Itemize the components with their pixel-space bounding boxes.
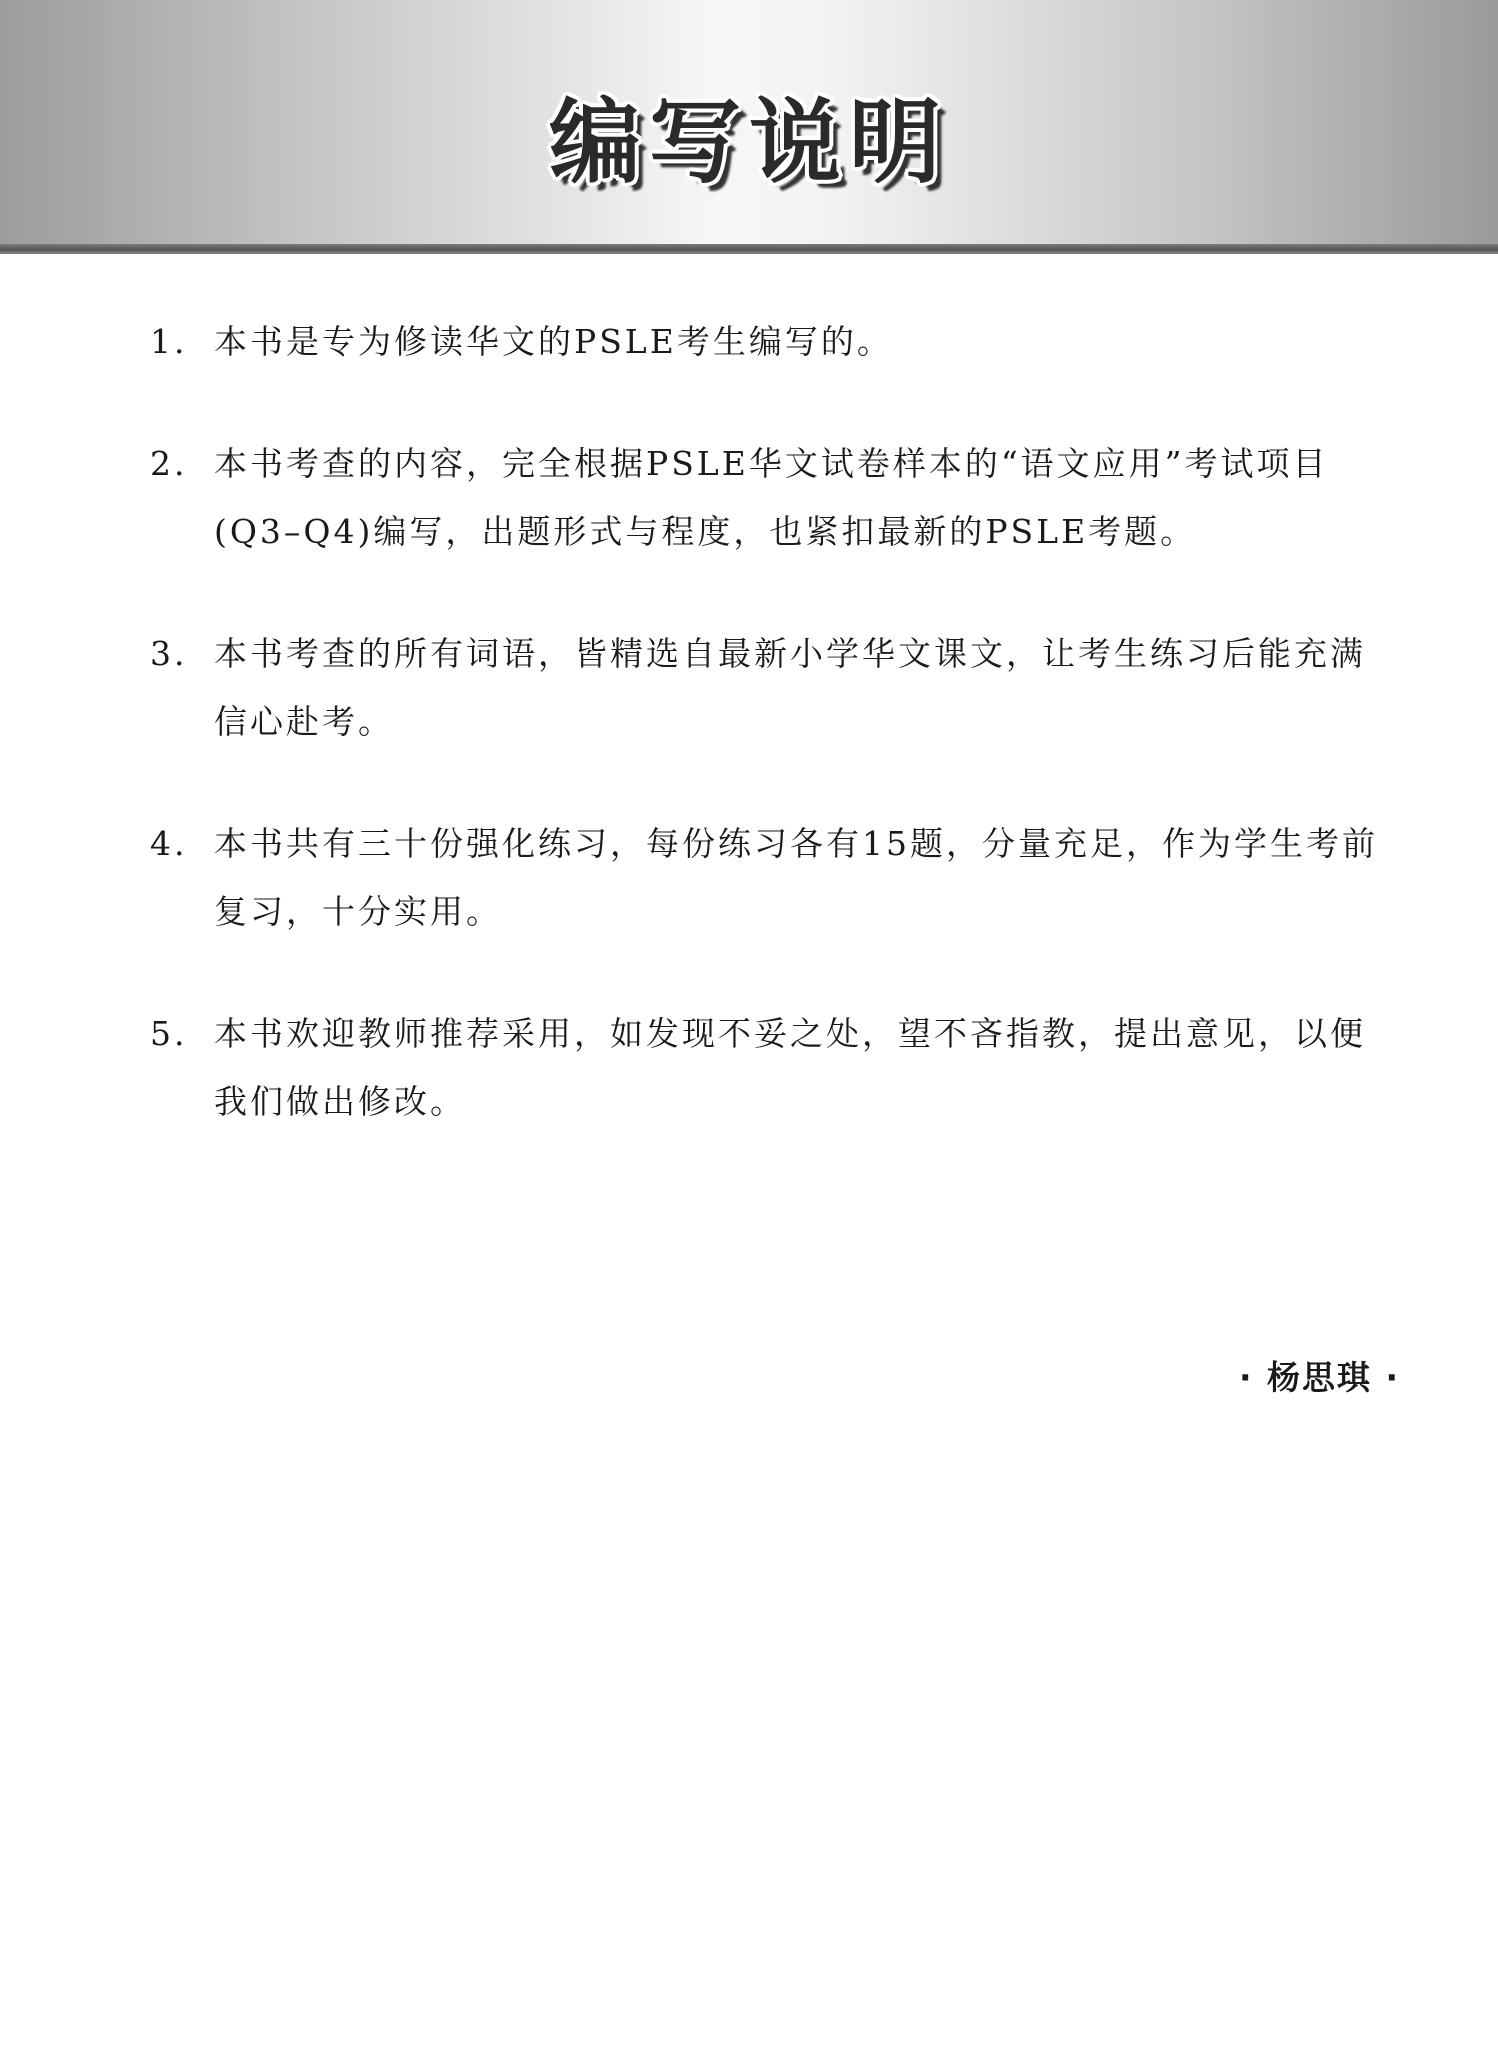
note-text: 本书考查的内容，完全根据PSLE华文试卷样本的“语文应用”考试项目(Q3–Q4)编写，出题形式与程度，也紧扣最新的PSLE考题。 — [214, 444, 1329, 551]
note-number: 3. — [150, 634, 188, 673]
note-item-3 — [150, 620, 1400, 756]
note-text: 本书是专为修读华文的PSLE考生编写的。 — [214, 322, 893, 361]
note-item-4 — [150, 810, 1400, 946]
note-text: 本书考查的所有词语，皆精选自最新小学华文课文，让考生练习后能充满信心赴考。 — [214, 634, 1366, 741]
page-title: 编写说明 — [548, 89, 949, 196]
note-item-2 — [150, 430, 1400, 566]
note-item-5 — [150, 1000, 1400, 1136]
notes-list — [150, 308, 1400, 1190]
header-divider — [0, 244, 1498, 254]
note-number: 2. — [150, 444, 188, 483]
note-number: 1. — [150, 322, 188, 361]
author-signature: · 杨思琪 · — [1238, 1358, 1400, 1397]
note-item-1 — [150, 308, 1400, 376]
note-text: 本书欢迎教师推荐采用，如发现不妥之处，望不吝指教，提出意见，以便我们做出修改。 — [214, 1014, 1366, 1121]
note-number: 4. — [150, 824, 188, 863]
note-text: 本书共有三十份强化练习，每份练习各有15题，分量充足，作为学生考前复习，十分实用。 — [214, 824, 1378, 931]
note-number: 5. — [150, 1014, 188, 1053]
